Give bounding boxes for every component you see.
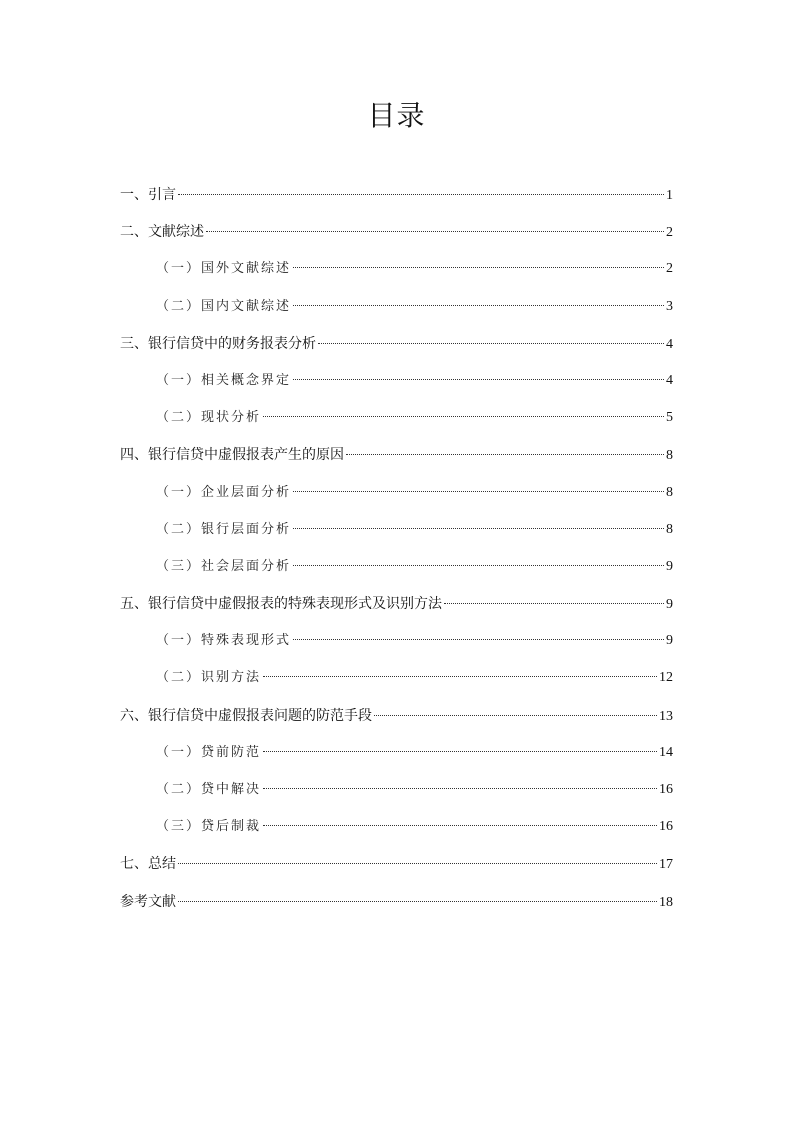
toc-entry-page-number: 18 xyxy=(659,894,673,910)
toc-entry-page-number: 1 xyxy=(666,188,673,203)
toc-entry-section[interactable] xyxy=(120,407,673,444)
toc-entry-page-number: 16 xyxy=(659,782,673,797)
toc-entry-page-number: 2 xyxy=(666,225,673,241)
toc-entry-label: 参考文献 xyxy=(120,893,176,910)
toc-entry-page-number: 9 xyxy=(666,597,673,613)
toc-dot-leader xyxy=(263,825,657,826)
toc-entry-label: （一）相关概念界定 xyxy=(156,372,292,388)
toc-entry-section[interactable] xyxy=(120,630,673,667)
toc-dot-leader xyxy=(444,603,664,604)
toc-dot-leader xyxy=(293,565,664,566)
toc-entry-section[interactable] xyxy=(120,370,673,407)
toc-entry-section[interactable] xyxy=(120,779,673,816)
toc-entry-chapter[interactable] xyxy=(120,184,673,221)
toc-entry-chapter[interactable] xyxy=(120,333,673,370)
toc-entry-page-number: 13 xyxy=(659,708,673,724)
toc-entry-section[interactable] xyxy=(120,816,673,853)
toc-dot-leader xyxy=(178,901,657,902)
toc-entry-section[interactable] xyxy=(120,296,673,333)
toc-entry-label: （一）国外文献综述 xyxy=(156,261,292,277)
toc-dot-leader xyxy=(318,343,664,344)
toc-dot-leader xyxy=(263,676,657,677)
toc-entry-page-number: 12 xyxy=(659,670,673,686)
toc-dot-leader xyxy=(293,491,664,492)
toc-entry-page-number: 14 xyxy=(659,744,673,760)
toc-entry-page-number: 3 xyxy=(666,298,673,314)
toc-entry-chapter[interactable] xyxy=(120,444,673,481)
toc-entry-label: 五、银行信贷中虚假报表的特殊表现形式及识别方法 xyxy=(120,596,442,613)
toc-entry-page-number: 9 xyxy=(666,633,673,649)
toc-entry-section[interactable] xyxy=(120,482,673,519)
toc-entry-label: （三）贷后制裁 xyxy=(156,819,262,835)
toc-entry-page-number: 4 xyxy=(666,336,673,352)
toc-entry-label: （二）银行层面分析 xyxy=(156,521,292,537)
toc-dot-leader xyxy=(206,231,664,232)
toc-entry-section[interactable] xyxy=(120,258,673,295)
toc-entry-label: （二）识别方法 xyxy=(156,670,262,686)
toc-entry-label: 四、银行信贷中虚假报表产生的原因 xyxy=(120,447,344,464)
toc-entry-chapter[interactable] xyxy=(120,891,673,928)
toc-entry-section[interactable] xyxy=(120,667,673,704)
toc-dot-leader xyxy=(346,454,664,455)
toc-entry-label: （一）企业层面分析 xyxy=(156,484,292,500)
toc-entry-label: 七、总结 xyxy=(120,856,176,873)
toc-entry-label: 六、银行信贷中虚假报表问题的防范手段 xyxy=(120,707,372,724)
toc-entry-section[interactable] xyxy=(120,742,673,779)
toc-entry-page-number: 8 xyxy=(666,448,673,464)
toc-dot-leader xyxy=(293,267,664,268)
toc-dot-leader xyxy=(263,788,657,789)
toc-entry-page-number: 8 xyxy=(666,521,673,537)
toc-dot-leader xyxy=(263,751,657,752)
toc-dot-leader xyxy=(293,379,664,380)
toc-dot-leader xyxy=(293,528,664,529)
toc-dot-leader xyxy=(293,305,664,306)
toc-entry-chapter[interactable] xyxy=(120,853,673,890)
toc-entry-label: 二、文献综述 xyxy=(120,224,204,241)
toc-dot-leader xyxy=(374,715,657,716)
table-of-contents xyxy=(120,184,673,928)
toc-entry-chapter[interactable] xyxy=(120,221,673,258)
toc-entry-page-number: 5 xyxy=(666,410,673,426)
toc-dot-leader xyxy=(178,863,657,864)
toc-entry-page-number: 8 xyxy=(666,484,673,500)
toc-entry-section[interactable] xyxy=(120,519,673,556)
toc-entry-label: 一、引言 xyxy=(120,187,176,203)
toc-entry-page-number: 2 xyxy=(666,261,673,277)
toc-dot-leader xyxy=(178,194,664,195)
toc-entry-section[interactable] xyxy=(120,556,673,593)
toc-entry-page-number: 4 xyxy=(666,372,673,388)
toc-entry-page-number: 9 xyxy=(666,558,673,574)
toc-entry-label: （二）国内文献综述 xyxy=(156,298,292,314)
toc-entry-label: （二）贷中解决 xyxy=(156,782,262,797)
toc-dot-leader xyxy=(293,639,664,640)
toc-entry-page-number: 17 xyxy=(659,857,673,873)
page-title: 目录 xyxy=(367,99,426,132)
toc-entry-label: （一）贷前防范 xyxy=(156,744,262,760)
toc-entry-label: （二）现状分析 xyxy=(156,410,262,426)
toc-dot-leader xyxy=(263,416,664,417)
toc-entry-chapter[interactable] xyxy=(120,705,673,742)
toc-entry-chapter[interactable] xyxy=(120,593,673,630)
toc-entry-page-number: 16 xyxy=(659,819,673,835)
toc-entry-label: 三、银行信贷中的财务报表分析 xyxy=(120,335,316,352)
toc-entry-label: （三）社会层面分析 xyxy=(156,558,292,574)
toc-entry-label: （一）特殊表现形式 xyxy=(156,633,292,649)
